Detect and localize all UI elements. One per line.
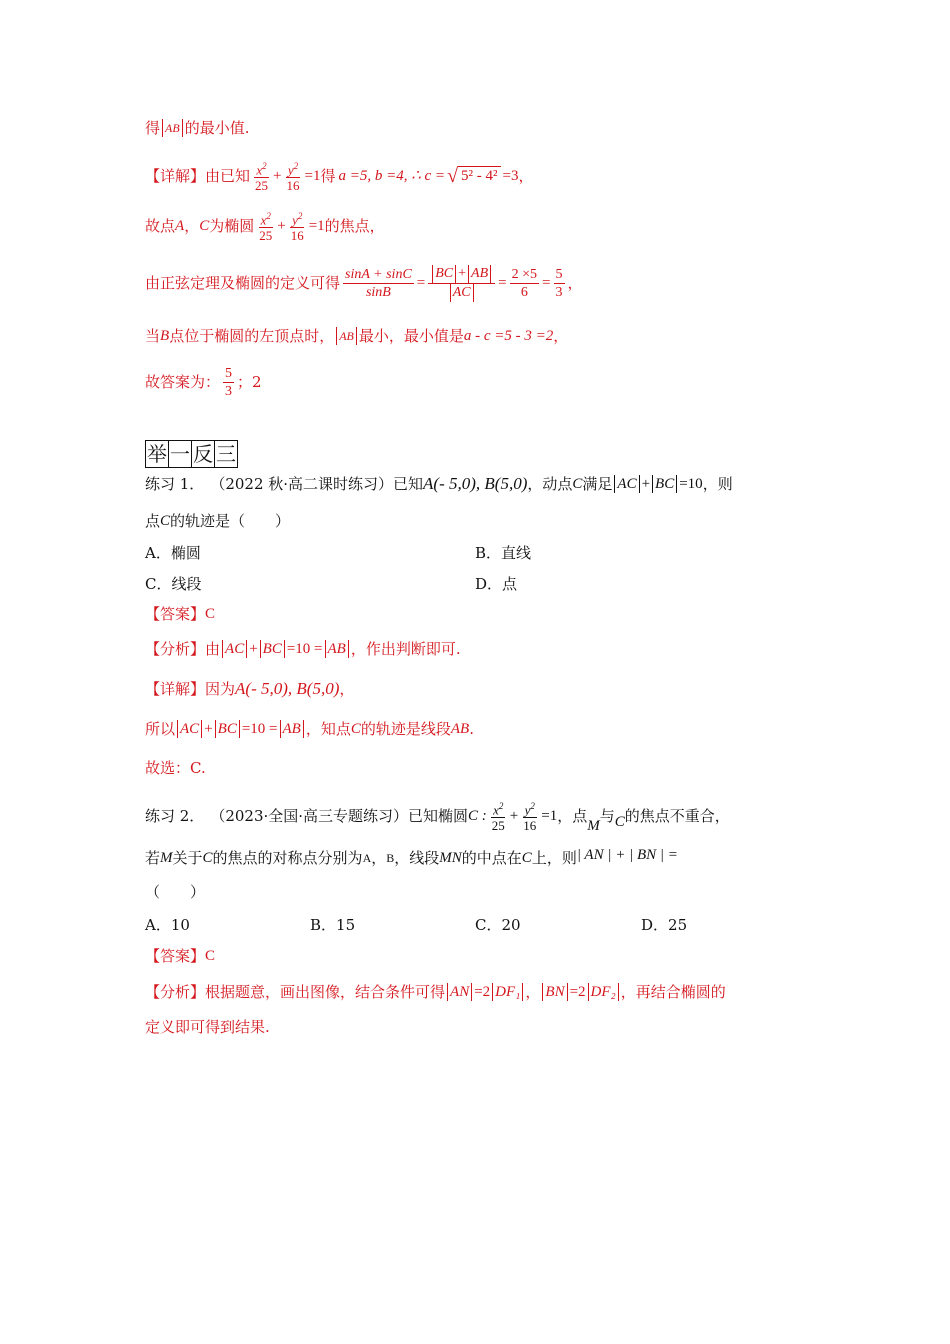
abs-bc: BC	[260, 640, 285, 658]
equals-two: =2	[569, 984, 586, 1000]
analysis-tag: 【分析】	[145, 983, 206, 1001]
exercise-2-analysis-line2	[145, 1017, 270, 1037]
sum-expression: | AN | + | BN | =	[576, 847, 678, 863]
text: ，点	[557, 807, 588, 825]
point-m: M	[587, 818, 600, 834]
exercise-1-answer	[145, 604, 215, 624]
abs-df2: DF₂	[588, 983, 619, 1001]
text: 上，则	[531, 849, 577, 867]
point-c: C	[350, 721, 361, 737]
points: A(- 5,0), B(5,0)	[235, 679, 340, 698]
text-line-min-ab	[145, 118, 249, 138]
plus: +	[641, 476, 651, 492]
text: 的焦点，	[324, 217, 385, 235]
abs-bc: BC	[652, 475, 677, 493]
equals: =10 =	[241, 721, 278, 737]
text: ，线段	[394, 849, 440, 867]
text: ，再结合椭圆的	[620, 983, 726, 1001]
exercise-source: （2023·全国·高三专题练习）已知椭圆	[210, 807, 469, 825]
text: 满足	[582, 475, 613, 493]
equals: =	[498, 275, 507, 291]
exercise-label: 练习 1．	[145, 475, 205, 493]
segment-ab: AB	[450, 721, 470, 737]
exercise-2-paren	[145, 882, 205, 902]
fraction-x2-25: $\frac{x^2}{25}$	[255, 160, 269, 194]
answer-value: C	[205, 606, 216, 622]
abs-bc: BC	[215, 720, 240, 738]
fraction-y2-16: $\frac{y^2}{16}$	[290, 210, 304, 244]
exercise-1-analysis	[145, 639, 461, 659]
point-c: C	[199, 218, 210, 234]
fraction-y2-16: $\frac{y^2}{16}$	[286, 160, 300, 194]
point-a: A	[175, 218, 185, 234]
text: 关于	[172, 849, 203, 867]
equals-ten: =10	[679, 476, 703, 492]
text: 定义即可得到结果.	[145, 1018, 270, 1036]
sqrt-expression: √ 5² - 4²	[447, 166, 500, 186]
exercise-label: 练习 2．	[145, 807, 205, 825]
detail-tag: 【详解】	[145, 167, 206, 185]
text: 故答案为：	[145, 373, 221, 391]
abs-df1: DF₁	[492, 983, 523, 1001]
abs-ac: AC	[177, 720, 202, 738]
text: 由已知	[205, 167, 251, 185]
option-c[interactable]: C．线段	[145, 575, 202, 593]
equals: =10 =	[286, 641, 323, 657]
exercise-1-question-line2	[145, 511, 290, 531]
abs-an: AN	[447, 983, 472, 1001]
option-c[interactable]: C．20	[475, 916, 521, 934]
fraction-lengths: $\frac{BC + AB}{AC}$	[428, 265, 495, 302]
section-tag-juyifansan: 举 一 反 三	[147, 442, 236, 466]
text: ，知点	[305, 720, 351, 738]
abs-ab: AB	[325, 640, 349, 658]
point-b: B	[386, 851, 395, 865]
text: 的中点在	[461, 849, 522, 867]
exercise-1-choose	[145, 758, 206, 778]
ellipse-c: C	[521, 850, 532, 866]
plus: +	[204, 721, 213, 737]
fraction-5-3: $\frac{5}{3}$	[225, 365, 233, 399]
option-a[interactable]: A．椭圆	[145, 544, 201, 562]
exercise-1-detail-2	[145, 719, 474, 739]
text: 故点	[145, 217, 176, 235]
ellipse-c: C	[202, 850, 213, 866]
text: 当	[145, 327, 161, 345]
option-d[interactable]: D．点	[475, 575, 518, 593]
equals-three: =3	[502, 168, 519, 184]
abs-ac: AC	[614, 475, 639, 493]
text: ；2	[237, 373, 262, 391]
plus: +	[249, 641, 258, 657]
abs-bn: BN	[542, 983, 567, 1001]
text: ，	[567, 274, 583, 292]
values-abc: a =5, b =4, ∴ c =	[338, 168, 446, 184]
exercise-2-question-line2	[145, 848, 678, 868]
equals-one: =1	[308, 218, 325, 234]
points: A(- 5,0), B(5,0)	[423, 474, 528, 493]
text-line-foci	[145, 210, 385, 242]
plus: +	[509, 808, 519, 824]
option-d[interactable]: D．25	[641, 916, 688, 934]
point-a: A	[362, 851, 372, 865]
abs-ab: AB	[280, 720, 304, 738]
text: 点位于椭圆的左顶点时，	[169, 327, 335, 345]
segment-mn: MN	[439, 850, 462, 866]
exercise-1-detail	[145, 679, 354, 699]
text: 最小，最小值是	[358, 327, 464, 345]
abs-ab: AB	[162, 119, 183, 137]
text: （ ）	[145, 883, 206, 901]
detail-line-1	[145, 160, 534, 192]
exercise-source: （2022 秋·高二课时练习）已知	[210, 475, 424, 493]
abs-ac: AC	[222, 640, 247, 658]
text: 与	[599, 807, 615, 825]
text: 得	[145, 119, 161, 137]
exercise-1-question	[145, 474, 733, 494]
text: 点	[145, 512, 161, 530]
text: 的轨迹是（ ）	[170, 512, 291, 530]
option-a[interactable]: A．10	[145, 916, 190, 934]
text: 故选：C.	[145, 759, 206, 777]
text-line-answer-summary	[145, 362, 262, 402]
equals: =	[542, 275, 551, 291]
point-c: C	[572, 476, 583, 492]
equals: =	[416, 275, 426, 291]
text: ，	[184, 217, 200, 235]
text: 根据题意，画出图像，结合条件可得	[205, 983, 446, 1001]
text: 的最小值.	[184, 119, 250, 137]
text: 由正弦定理及椭圆的定义可得	[145, 274, 341, 292]
min-expression: a - c =5 - 3 =2	[463, 328, 554, 344]
text: 得	[320, 167, 336, 185]
text: 的焦点不重合，	[624, 807, 730, 825]
text: 若	[145, 849, 161, 867]
ellipse-c: C :	[468, 808, 487, 824]
answer-tag: 【答案】	[145, 947, 206, 965]
text: ，	[525, 983, 541, 1001]
equals-two: =2	[474, 984, 491, 1000]
exercise-2-analysis	[145, 982, 726, 1002]
text-line-sine-law	[145, 263, 583, 303]
point-c: C	[160, 513, 171, 529]
fraction-5-3: $\frac{5}{3}$	[555, 266, 563, 300]
text: 的焦点的对称点分别为	[212, 849, 363, 867]
exercise-2-answer	[145, 946, 215, 966]
abs-ab: AB	[336, 327, 357, 345]
text-line-left-vertex	[145, 326, 568, 346]
point-b: B	[160, 328, 170, 344]
equals-one: =1	[304, 168, 321, 184]
fraction-2x5-6: $\frac{2 \times 5}{6}$	[511, 266, 538, 300]
text: 由	[205, 640, 221, 658]
ellipse-c: C	[614, 814, 625, 830]
text: ，动点	[527, 475, 573, 493]
analysis-tag: 【分析】	[145, 640, 206, 658]
text: 所以	[145, 720, 176, 738]
text: ，	[553, 327, 569, 345]
text: 的轨迹是线段	[360, 720, 451, 738]
text: ，	[339, 680, 355, 698]
plus: +	[277, 218, 286, 234]
text: 为椭圆	[209, 217, 255, 235]
point-m: M	[160, 850, 173, 866]
plus: +	[273, 168, 282, 184]
fraction-sine: $\frac{\sin A + \sin C}{\sin B}$	[345, 266, 412, 300]
equals-one: =1	[541, 808, 558, 824]
text: ，	[518, 167, 534, 185]
text: 因为	[205, 680, 236, 698]
answer-value: C	[205, 948, 216, 964]
option-b[interactable]: B．直线	[475, 544, 532, 562]
option-b[interactable]: B．15	[310, 916, 356, 934]
text: ，作出判断即可.	[350, 640, 461, 658]
text: ，则	[702, 475, 733, 493]
detail-tag: 【详解】	[145, 680, 206, 698]
answer-tag: 【答案】	[145, 605, 206, 623]
text: ，	[371, 849, 387, 867]
fraction-y2-16: $\frac{y^2}{16}$	[523, 800, 537, 834]
fraction-x2-25: $\frac{x^2}{25}$	[491, 800, 505, 834]
text: .	[469, 720, 474, 738]
exercise-2-question	[145, 796, 730, 836]
fraction-x2-25: $\frac{x^2}{25}$	[259, 210, 273, 244]
